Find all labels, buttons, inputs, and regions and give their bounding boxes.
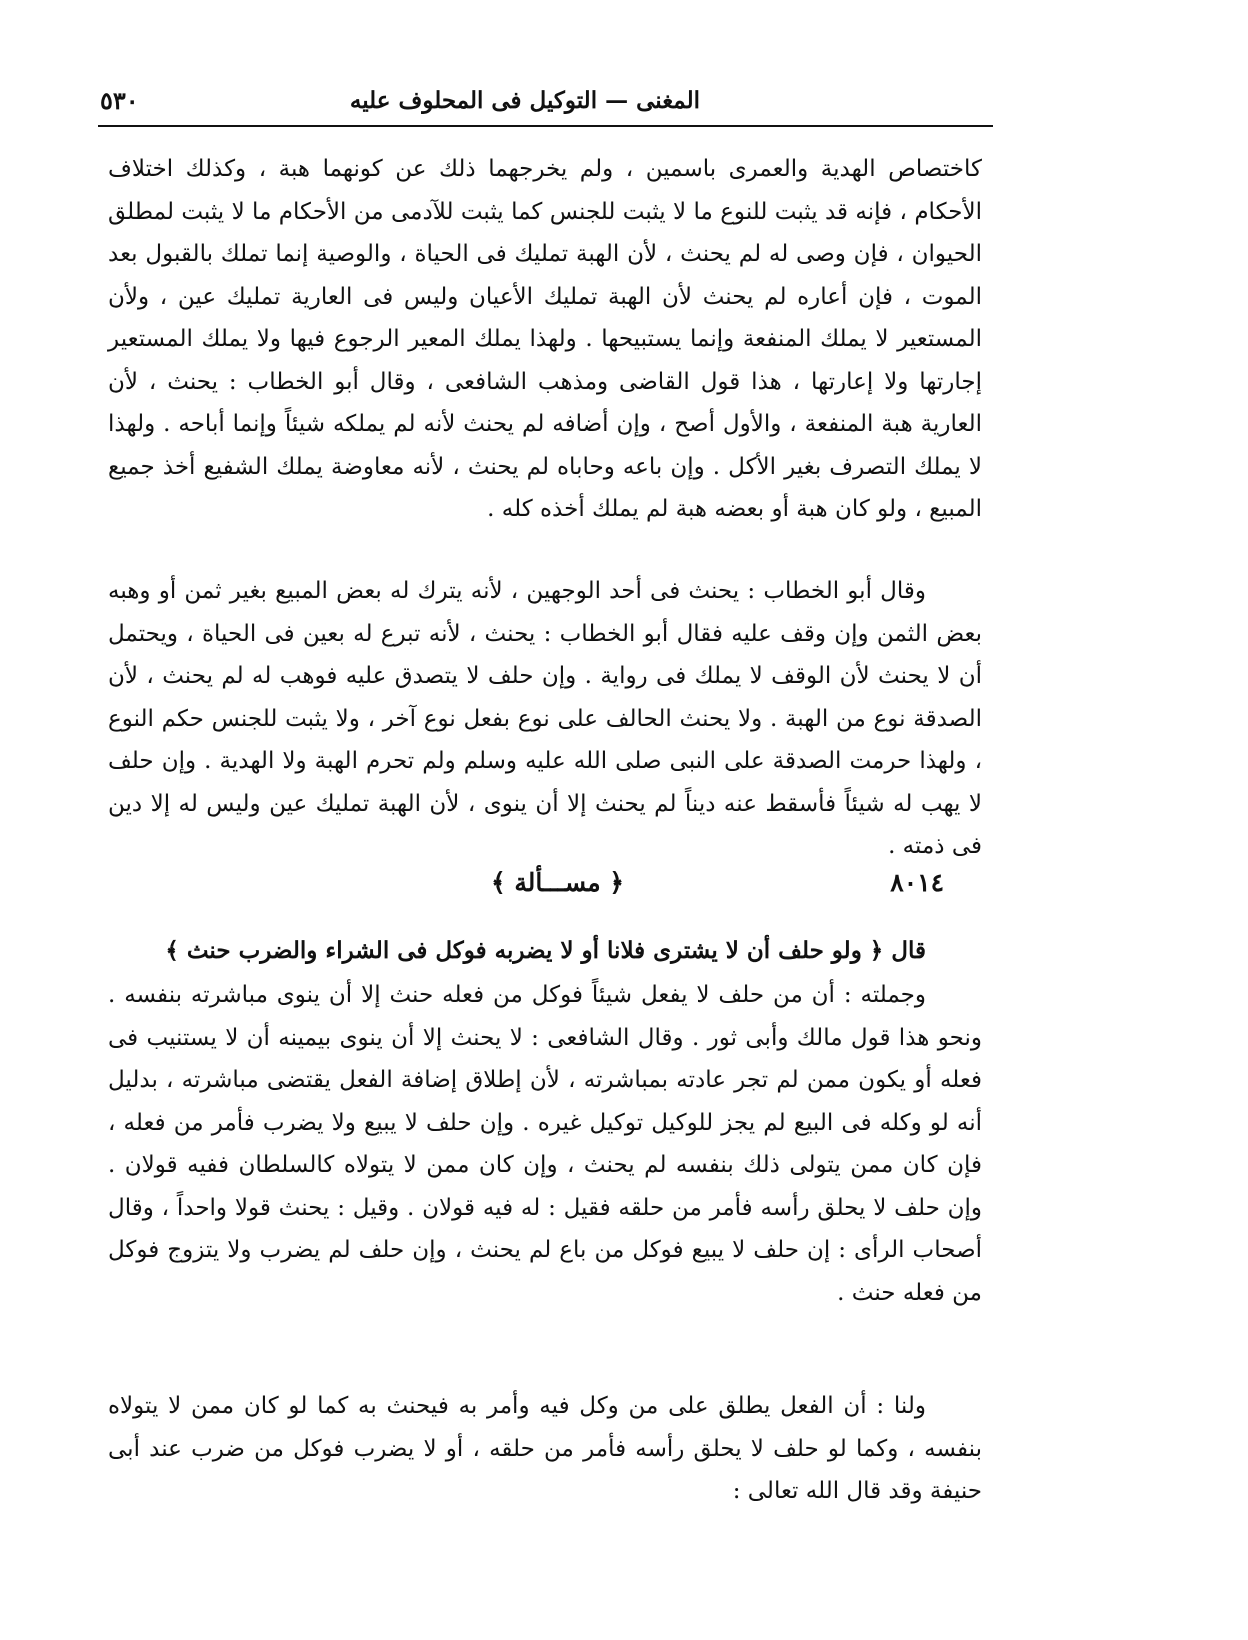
matn-statement: قال ﴿ ولو حلف أن لا يشترى فلانا أو لا يضربه فوكل فى الشراء والضرب حنث ﴾ xyxy=(165,937,926,964)
paragraph-1: كاختصاص الهدية والعمرى باسمين ، ولم يخرجهما ذلك عن كونهما هبة ، وكذلك اختلاف الأحكام ، فإنه قد يثبت للنوع ما لا يثبت للجنس كما يثبت للآدمى من الأحكام ما لا يثبت لمطلق الحيوان ، فإن وصى له لم يحنث ، لأن الهبة تمليك فى الحياة ، والوصية إنما تملك بالقبول بعد الموت ، فإن أعاره لم يحنث لأن الهبة تمليك الأعيان وليس فى العارية تمليك عين ، ولأن المستعير لا يملك المنفعة وإنما يستبيحها . ولهذا يملك المعير الرجوع فيها ولا يملك المستعير إجارتها ولا إعارتها ، هذا قول القاضى ومذهب الشافعى ، وقال أبو الخطاب : يحنث ، لأن العارية هبة المنفعة ، والأول أصح ، وإن أضافه لم يحنث لأنه لم يملكه شيئاً وإنما أباحه . ولهذا لا يملك التصرف بغير الأكل . وإن باعه وحاباه لم يحنث ، لأنه معاوضة يملك الشفيع أخذ جميع المبيع ، ولو كان هبة أو بعضه هبة لم يملك أخذه كله . xyxy=(108,156,982,522)
masala-number: ٨٠١٤ xyxy=(890,868,944,897)
header-rule xyxy=(98,125,993,127)
page-header xyxy=(100,80,990,120)
paragraph-argument: ولنا : أن الفعل يطلق على من وكل فيه وأمر به فيحنث به كما لو كان ممن لا يتولاه بنفسه ، وكما لو حلف لا يحلق رأسه فأمر من حلقه ، أو لا يضرب فوكل من ضرب عند أبى حنيفة وقد قال الله تعالى : xyxy=(108,1393,982,1504)
paragraph-commentary: وجملته : أن من حلف لا يفعل شيئاً فوكل من فعله حنث إلا أن ينوى مباشرته بنفسه . ونحو هذا قول مالك وأبى ثور . وقال الشافعى : لا يحنث إلا أن ينوى بيمينه أن لا يستنيب فى فعله أو يكون ممن لم تجر عادته بمباشرته ، لأن إطلاق إضافة الفعل يقتضى مباشرته ، بدليل أنه لو وكله فى البيع لم يجز للوكيل توكيل غيره . وإن حلف لا يبيع ولا يضرب فأمر من فعله ، فإن كان ممن يتولى ذلك بنفسه لم يحنث ، وإن كان ممن لا يتولاه كالسلطان ففيه قولان . وإن حلف لا يحلق رأسه فأمر من حلقه فقيل : له فيه قولان . وقيل : يحنث قولا واحداً ، وقال أصحاب الرأى : إن حلف لا يبيع فوكل من باع لم يحنث ، وإن حلف لم يضرب ولا يتزوج فوكل من فعله حنث . xyxy=(108,982,982,1306)
masala-heading: ﴿ مســـألة ﴾ xyxy=(490,868,624,897)
paragraph-2: وقال أبو الخطاب : يحنث فى أحد الوجهين ، لأنه يترك له بعض المبيع بغير ثمن أو وهبه بعض الثمن وإن وقف عليه فقال أبو الخطاب : يحنث ، لأنه تبرع له بعين فى الحياة ، ويحتمل أن لا يحنث لأن الوقف لا يملك فى رواية . وإن حلف لا يتصدق عليه فوهب له لم يحنث ، لأن الصدقة نوع من الهبة . ولا يحنث الحالف على نوع بفعل نوع آخر ، ولا يثبت للجنس حكم النوع ، ولهذا حرمت الصدقة على النبى صلى الله عليه وسلم ولم تحرم الهبة ولا الهدية . وإن حلف لا يهب له شيئاً فأسقط عنه ديناً لم يحنث إلا أن ينوى ، لأن الهبة تمليك عين وليس له إلا دين فى ذمته . xyxy=(108,578,982,859)
masala-heading-row xyxy=(108,868,982,912)
running-title: المغنى — التوكيل فى المحلوف عليه xyxy=(349,86,700,114)
page-number: ٥٣٠ xyxy=(100,85,139,115)
